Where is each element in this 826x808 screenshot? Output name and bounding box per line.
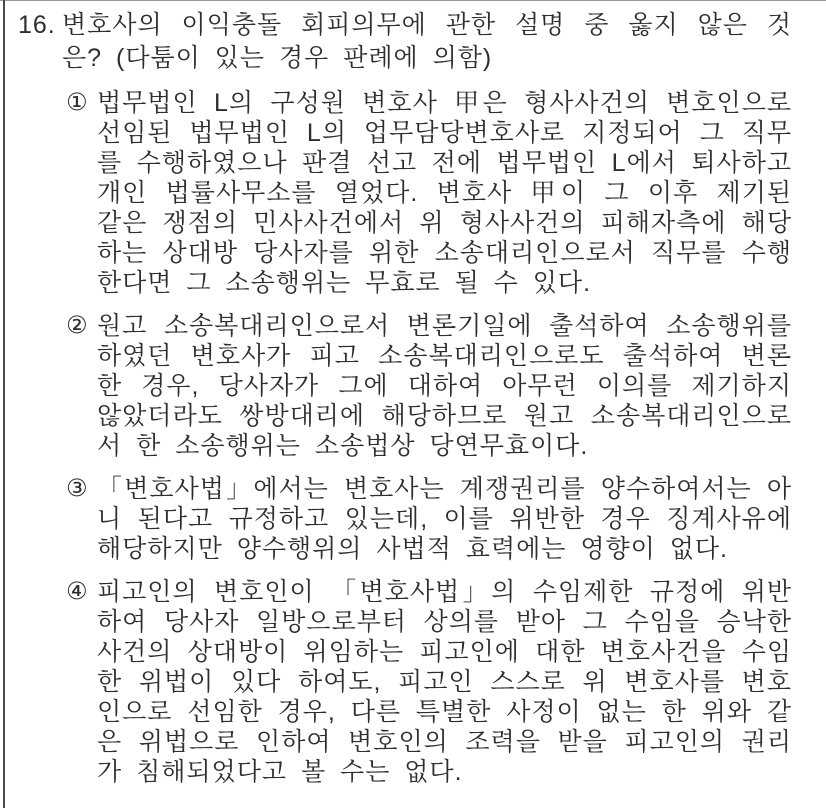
answer-option-3: [18, 474, 792, 564]
option-4-marker: ④: [66, 578, 88, 605]
option-3-marker: ③: [66, 475, 88, 502]
option-3-text: 「변호사법」에서는 변호사는 계쟁권리를 양수하여서는 아니 된다고 규정하고 있는데, 이를 위반한 경우 징계사유에 해당하지만 양수행위의 사법적 효력에는 영향이 없다.: [97, 475, 792, 563]
question-text: 변호사의 이익충돌 회피의무에 관한 설명 중 옳지 않은 것은? (다툼이 있는 경우 판례에 의함): [62, 11, 792, 72]
answer-options: [18, 88, 792, 787]
option-2-text: 원고 소송복대리인으로서 변론기일에 출석하여 소송행위를 하였던 변호사가 피고 소송복대리인으로도 출석하여 변론한 경우, 당사자가 그에 대하여 아무런 이의를 제기하지 않았더라도 쌍방대리에 해당하므로 원고 소송복대리인으로서 한 소송행위는 소송법상 당연무효이다.: [97, 312, 792, 460]
question-block: [18, 9, 792, 75]
answer-option-4: [18, 577, 792, 787]
answer-option-2: [18, 311, 792, 461]
answer-option-1: [18, 88, 792, 298]
option-4-text: 피고인의 변호인이 「변호사법」의 수임제한 규정에 위반하여 당사자 일방으로부터 상의를 받아 그 수임을 승낙한 사건의 상대방이 위임하는 피고인에 대한 변호사건을 수임한 위법이 있다 하여도, 피고인 스스로 위 변호사를 변호인으로 선임한 경우, 다른 특별한 사정이 없는 한 위와 같은 위법으로 인하여 변호인의 조력을 받을 피고인의 권리가 침해되었다고 볼 수는 없다.: [97, 578, 792, 786]
option-1-marker: ①: [66, 89, 88, 116]
option-2-marker: ②: [66, 312, 88, 339]
option-1-text: 법무법인 L의 구성원 변호사 甲은 형사사건의 변호인으로 선임된 법무법인 L의 업무담당변호사로 지정되어 그 직무를 수행하였으나 판결 선고 전에 법무법인 L에서 퇴사하고 개인 법률사무소를 열었다. 변호사 甲이 그 이후 제기된 같은 쟁점의 민사사건에서 위 형사사건의 피해자측에 해당하는 상대방 당사자를 위한 소송대리인으로서 직무를 수행한다면 그 소송행위는 무효로 될 수 있다.: [97, 89, 792, 297]
question-number: 16.: [18, 11, 56, 39]
